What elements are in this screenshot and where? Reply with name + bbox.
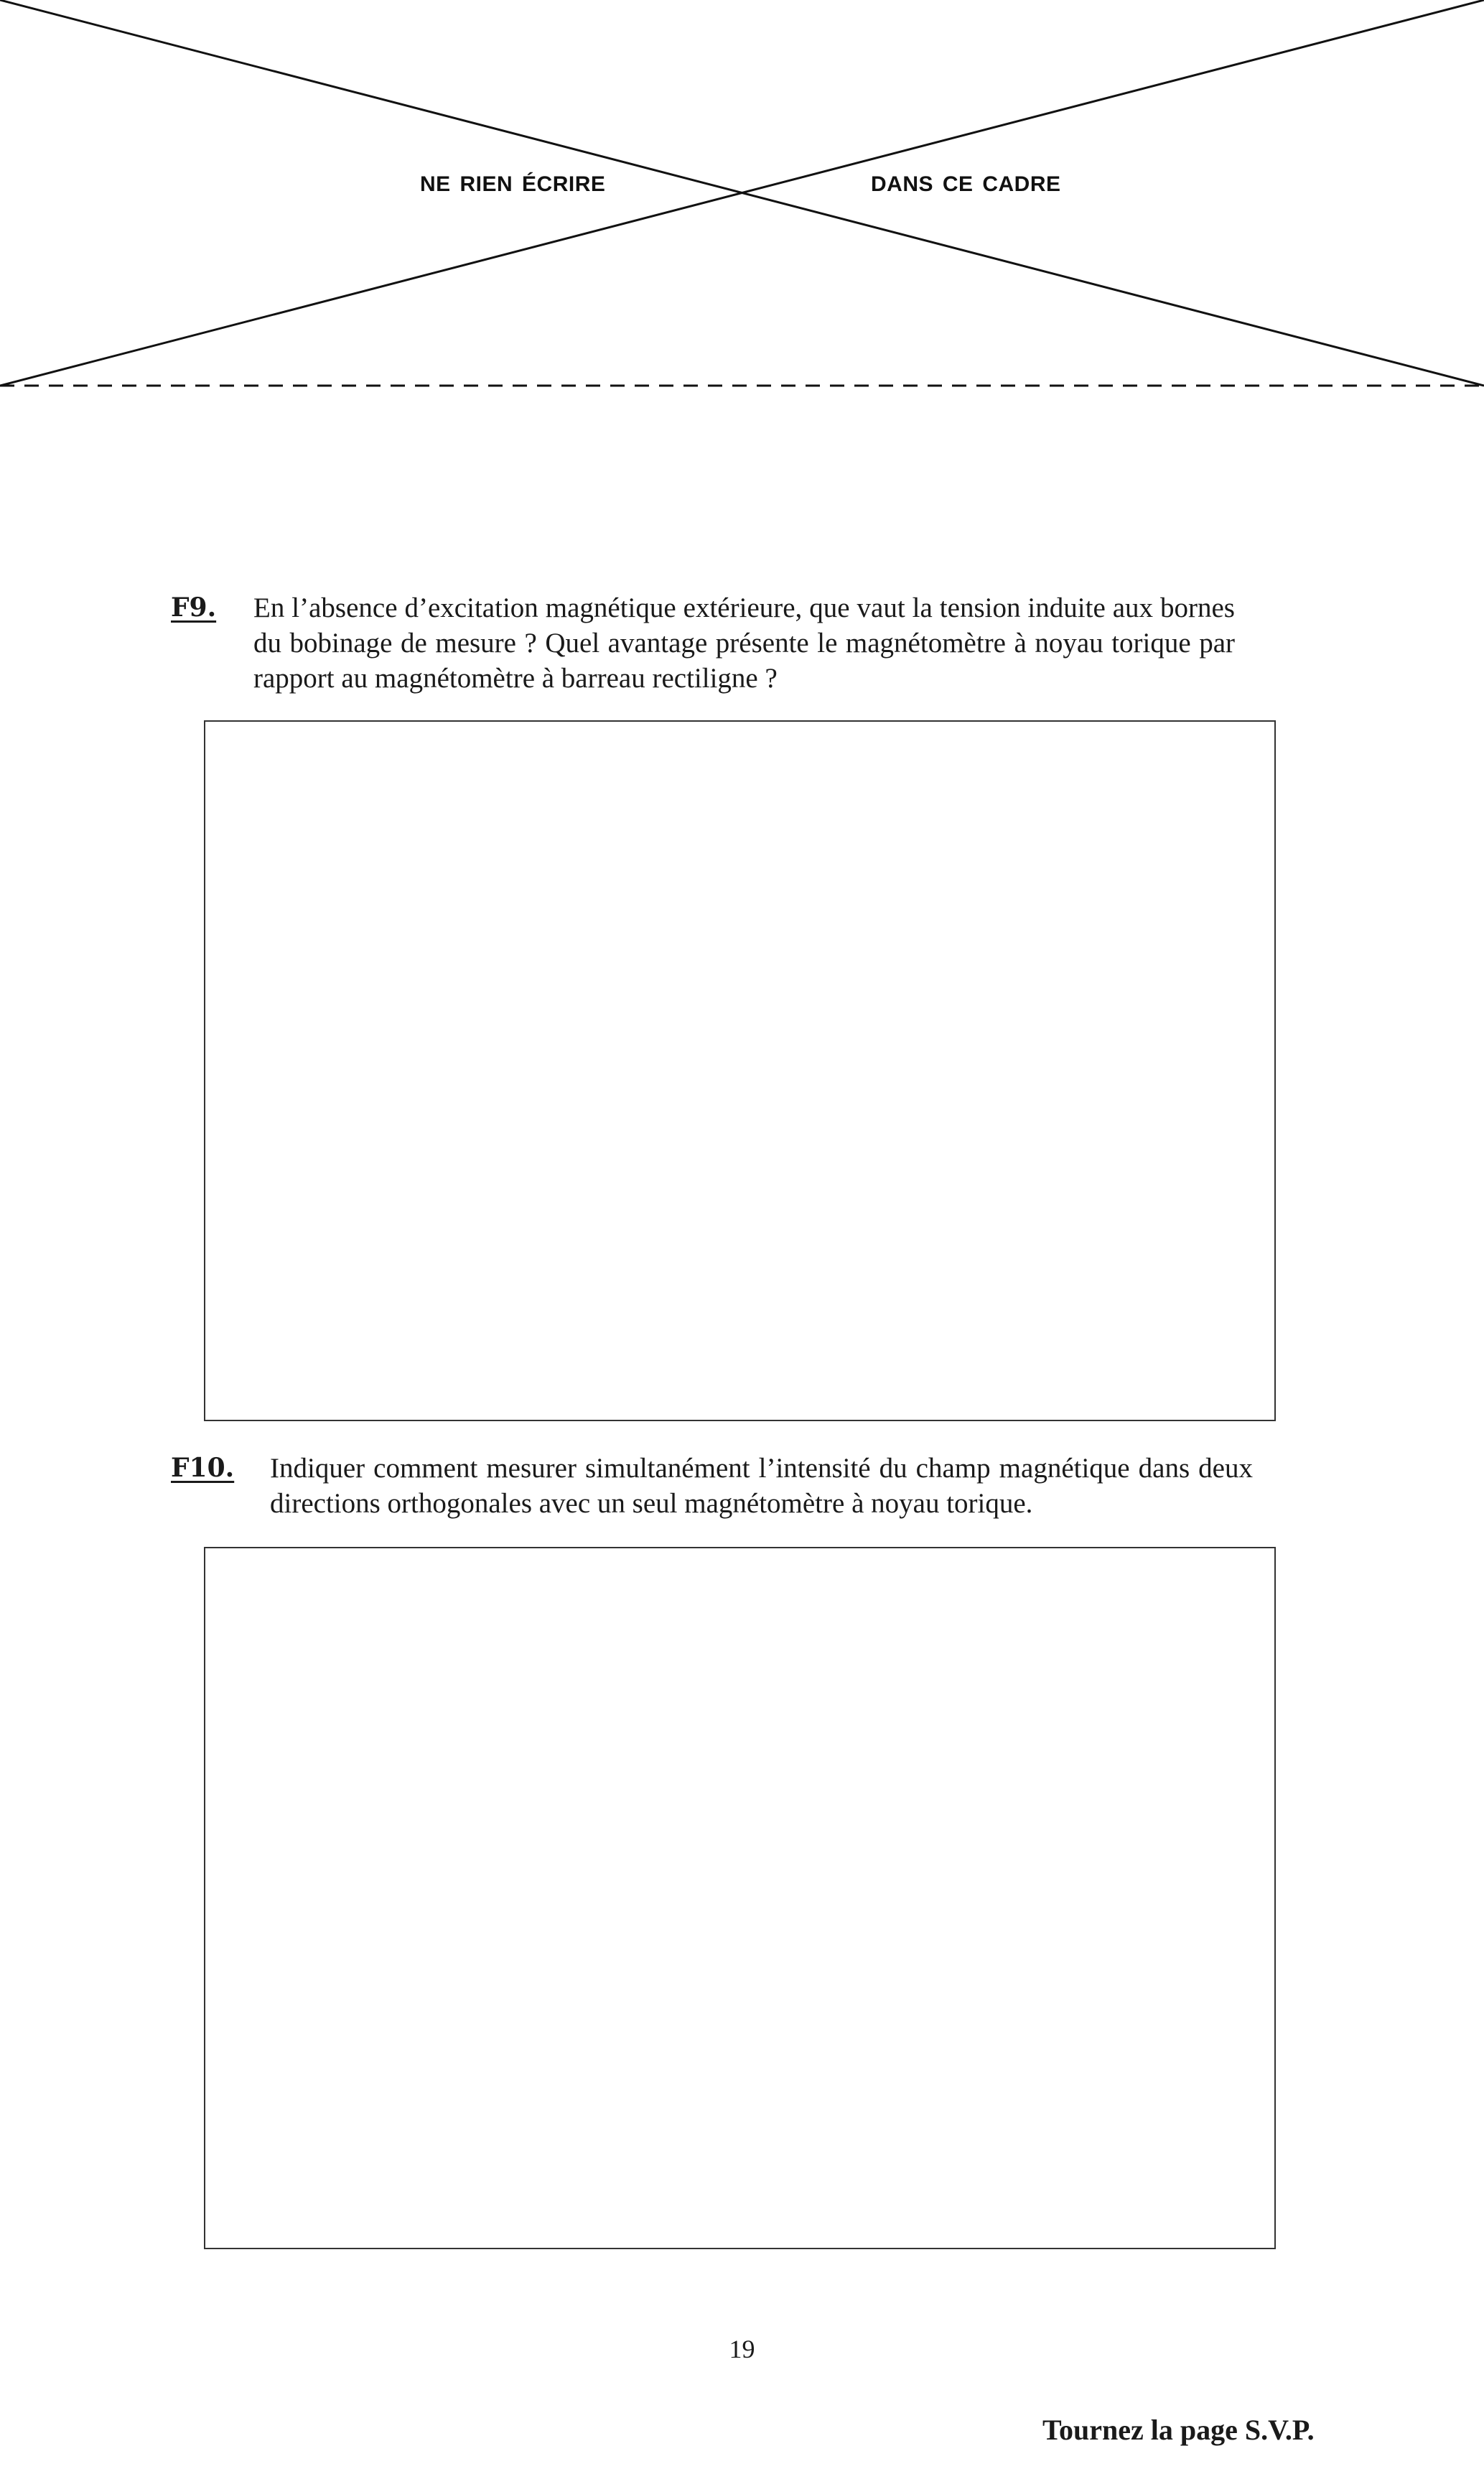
header-label-left: NE RIEN ÉCRIRE [420, 172, 606, 196]
answer-box-f10[interactable] [204, 1547, 1276, 2249]
question-number: F9. [171, 592, 217, 623]
turn-page-note: Tournez la page S.V.P. [1042, 2414, 1315, 2446]
question-text: Indiquer comment mesurer simultanément l’intensité du champ magnétique dans deux directions orthogonales avec un seul magnétomètre à noyau torique. [270, 1453, 1253, 1519]
header-label-right: DANS CE CADRE [871, 172, 1061, 196]
no-write-cross-frame [0, 0, 1484, 402]
answer-box-f9[interactable] [204, 720, 1276, 1421]
question-f9 [171, 590, 1262, 696]
question-number: F10. [171, 1453, 235, 1483]
question-f10 [171, 1451, 1262, 1521]
page-number: 19 [729, 2335, 755, 2363]
question-text: En l’absence d’excitation magnétique extérieure, que vaut la tension induite aux bornes du bobinage de mesure ? Quel avantage présente le magnétomètre à noyau torique par rapport au magnétomètre à barreau rectiligne ? [253, 592, 1235, 694]
